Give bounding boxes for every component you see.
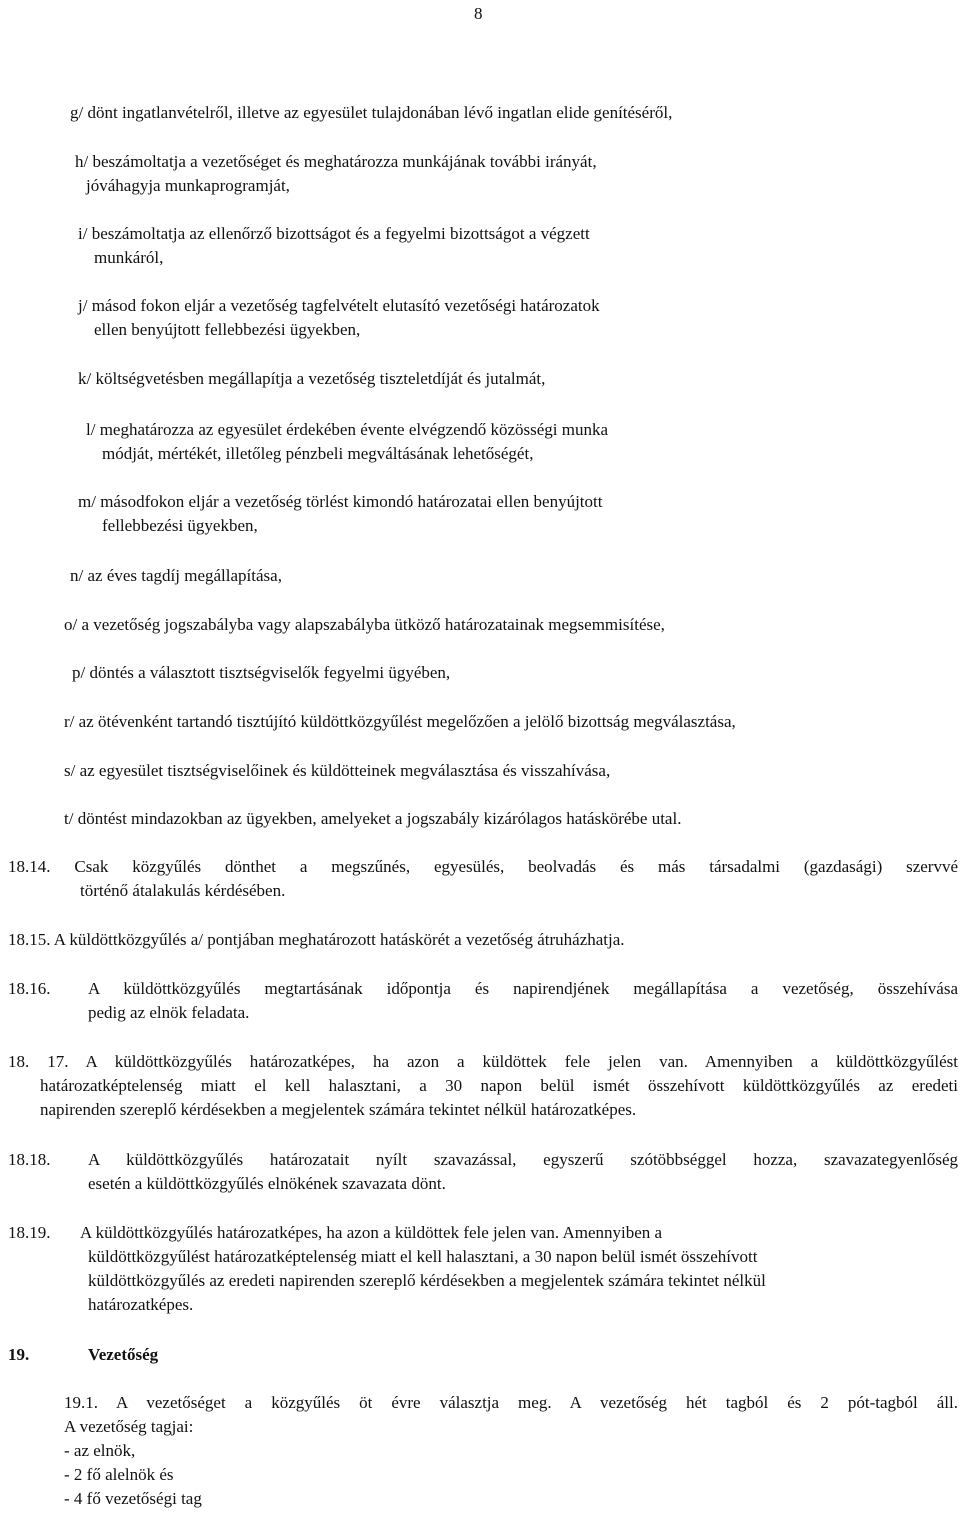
section-18-16-line2: pedig az elnök feladata. (88, 1003, 250, 1022)
section-18-19-line1: A küldöttközgyűlés határozatképes, ha azon a küldöttek fele jelen van. Amennyiben a (80, 1223, 663, 1242)
item-h-line2: jóváhagyja munkaprogramját, (86, 176, 290, 195)
item-j-line1: j/ másod fokon eljár a vezetőség tagfelvételt elutasító vezetőségi határozatok (78, 296, 600, 315)
section-18-18-number: 18.18. (8, 1150, 51, 1169)
item-l-line1: l/ meghatározza az egyesület érdekében évente elvégzendő közösségi munka (86, 420, 609, 439)
section-18-15-line1: 18.15. A küldöttközgyűlés a/ pontjában meghatározott hatáskörét a vezetőség átruházhatja. (8, 930, 625, 949)
section-18-19-line2: küldöttközgyűlést határozatképtelenség miatt el kell halasztani, a 30 napon belül ismét összehívott (88, 1247, 758, 1266)
section-18-16-line1: A küldöttközgyűlés megtartásának időpontja és napirendjének megállapítása a vezetőség, összehívása (88, 979, 958, 998)
item-m-line2: fellebbezési ügyekben, (102, 516, 258, 535)
item-i-line1: i/ beszámoltatja az ellenőrző bizottságot és a fegyelmi bizottságot a végzett (78, 224, 590, 243)
section-18-17-line2: határozatképtelenség miatt el kell halasztani, a 30 napon belül ismét összehívott küldöttközgyűlés az eredeti (40, 1076, 958, 1095)
item-h-line1: h/ beszámoltatja a vezetőséget és meghatározza munkájának további irányát, (75, 152, 597, 171)
item-p-line1: p/ döntés a választott tisztségviselők fegyelmi ügyében, (72, 663, 451, 682)
page-number: 8 (474, 4, 483, 23)
section-18-19-line4: határozatképes. (88, 1295, 194, 1314)
item-o-line1: o/ a vezetőség jogszabályba vagy alapszabályba ütköző határozatainak megsemmisítése, (64, 615, 665, 634)
item-l-line2: módját, mértékét, illetőleg pénzbeli megváltásának lehetőségét, (102, 444, 534, 463)
section-18-19-line3: küldöttközgyűlés az eredeti napirenden szereplő kérdésekben a megjelentek számára tekintet nélkül (88, 1271, 766, 1290)
section-19-1-line2: A vezetőség tagjai: (64, 1417, 194, 1436)
heading-number: 19. (8, 1345, 30, 1364)
section-18-17-line3: napirenden szereplő kérdésekben a megjelentek számára tekintet nélkül határozatképes. (40, 1100, 637, 1119)
section-18-14-line2: történő átalakulás kérdésében. (80, 881, 286, 900)
heading-title: Vezetőség (88, 1345, 159, 1364)
section-19-1-line5: - 4 fő vezetőségi tag (64, 1489, 202, 1508)
item-r-line1: r/ az ötévenként tartandó tisztújító küldöttközgyűlést megelőzően a jelölő bizottság megválasztása, (64, 712, 736, 731)
item-j-line2: ellen benyújtott fellebbezési ügyekben, (94, 320, 361, 339)
item-g-line1: g/ dönt ingatlanvételről, illetve az egyesület tulajdonában lévő ingatlan elide genítéséről, (70, 103, 673, 122)
item-m-line1: m/ másodfokon eljár a vezetőség törlést kimondó határozatai ellen benyújtott (78, 492, 603, 511)
item-k-line1: k/ költségvetésben megállapítja a vezetőség tiszteletdíját és jutalmát, (78, 369, 546, 388)
section-18-18-line2: esetén a küldöttközgyűlés elnökének szavazata dönt. (88, 1174, 446, 1193)
item-i-line2: munkáról, (94, 248, 164, 267)
section-19-1-line1: 19.1. A vezetőséget a közgyűlés öt évre választja meg. A vezetőség hét tagból és 2 pót-tagból áll. (64, 1393, 958, 1412)
item-t-line1: t/ döntést mindazokban az ügyekben, amelyeket a jogszabály kizárólagos hatáskörébe utal. (64, 809, 682, 828)
section-18-19-number: 18.19. (8, 1223, 51, 1242)
item-s-line1: s/ az egyesület tisztségviselőinek és küldötteinek megválasztása és visszahívása, (64, 761, 611, 780)
item-n-line1: n/ az éves tagdíj megállapítása, (70, 566, 282, 585)
section-19-1-line4: - 2 fő alelnök és (64, 1465, 174, 1484)
section-18-14-line1: 18.14. Csak közgyűlés dönthet a megszűnés, egyesülés, beolvadás és más társadalmi (gazdasági) szervvé (8, 857, 958, 876)
section-18-18-line1: A küldöttközgyűlés határozatait nyílt szavazással, egyszerű szótöbbséggel hozza, szavazategyenlőség (88, 1150, 958, 1169)
section-18-17-line1: 18. 17. A küldöttközgyűlés határozatképes, ha azon a küldöttek fele jelen van. Amennyiben a küldöttközgyűlést (8, 1052, 958, 1071)
section-19-1-line3: - az elnök, (64, 1441, 136, 1460)
section-18-16-number: 18.16. (8, 979, 51, 998)
